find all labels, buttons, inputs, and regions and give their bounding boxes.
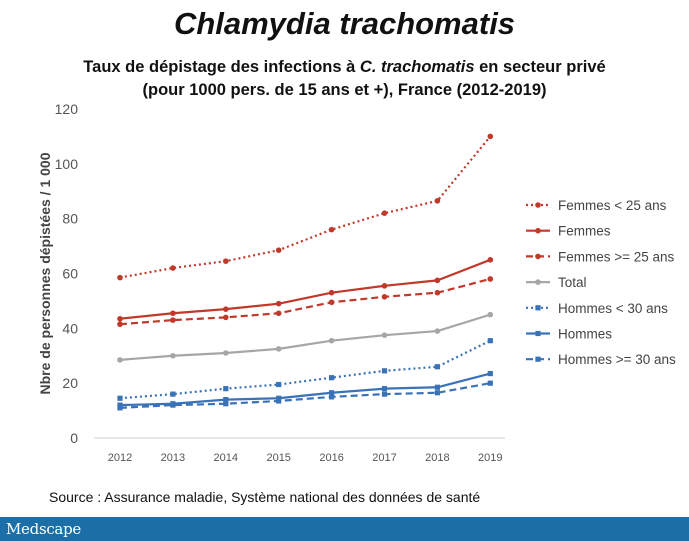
data-point <box>223 386 228 391</box>
legend-item <box>526 198 667 213</box>
data-point <box>117 275 123 281</box>
data-point <box>170 310 176 316</box>
data-point <box>117 357 123 363</box>
data-point <box>329 290 335 296</box>
subtitle-line-2: (pour 1000 pers. de 15 ans et +), France (2012-2019) <box>142 81 547 99</box>
data-point <box>488 257 494 263</box>
data-point <box>223 315 229 321</box>
data-point <box>435 364 440 369</box>
legend-item <box>526 275 587 290</box>
subtitle-text-2: en secteur privé <box>474 58 606 76</box>
legend-label: Total <box>558 275 587 291</box>
data-point <box>382 332 388 338</box>
x-tick-label: 2013 <box>160 452 186 464</box>
data-point <box>382 283 388 289</box>
series-line <box>120 341 490 399</box>
data-point <box>170 392 175 397</box>
data-point <box>329 299 335 305</box>
legend-marker <box>535 228 541 234</box>
x-tick-label: 2015 <box>266 452 291 464</box>
x-tick-label: 2019 <box>478 452 503 464</box>
data-point <box>488 312 494 318</box>
data-point <box>223 401 228 406</box>
data-point <box>382 392 387 397</box>
x-tick-label: 2012 <box>107 452 133 464</box>
page-title: Chlamydia trachomatis <box>173 6 516 41</box>
legend-marker <box>535 254 541 260</box>
data-point <box>329 375 334 380</box>
series-line <box>120 136 490 277</box>
data-point <box>329 227 335 233</box>
legend-item <box>526 249 675 264</box>
y-tick-label: 20 <box>62 375 78 392</box>
data-point <box>329 394 334 399</box>
data-point <box>276 398 281 403</box>
data-point <box>276 346 282 352</box>
legend-marker <box>535 202 541 208</box>
data-point <box>435 198 441 204</box>
data-point <box>488 381 493 386</box>
series-6 <box>117 371 493 408</box>
y-axis-label: Nbre de personnes dépistées / 1 000 <box>37 152 53 395</box>
data-point <box>329 338 335 344</box>
legend-label: Femmes < 25 ans <box>558 198 667 213</box>
y-tick-label: 100 <box>54 155 78 172</box>
data-point <box>117 405 122 410</box>
data-point <box>170 353 176 359</box>
series-line <box>120 374 490 406</box>
legend-label: Femmes >= 25 ans <box>558 249 675 265</box>
x-tick-label: 2016 <box>319 452 344 464</box>
legend-marker <box>535 331 540 336</box>
data-point <box>276 310 282 316</box>
data-point <box>170 317 176 323</box>
x-tick-label: 2014 <box>213 452 239 464</box>
legend-item <box>526 301 668 316</box>
data-point <box>170 265 176 271</box>
subtitle-species: C. trachomatis <box>359 58 475 76</box>
data-point <box>276 382 281 387</box>
legend-item <box>526 327 612 342</box>
data-point <box>435 390 440 395</box>
medscape-logo: Medscape <box>6 520 81 538</box>
legend-label: Hommes <box>558 326 613 342</box>
data-point <box>170 403 175 408</box>
data-point <box>117 316 123 322</box>
data-point <box>435 328 441 334</box>
data-point <box>276 301 282 307</box>
subtitle-text-1: Taux de dépistage des infections à <box>83 58 360 76</box>
data-point <box>117 396 122 401</box>
y-tick-label: 80 <box>62 210 78 227</box>
data-point <box>488 134 494 140</box>
source-note: Source : Assurance maladie, Système national des données de santé <box>49 489 481 505</box>
data-point <box>223 306 229 312</box>
y-tick-label: 120 <box>54 101 78 117</box>
x-tick-label: 2017 <box>372 452 397 464</box>
data-point <box>488 338 493 343</box>
data-point <box>223 350 229 356</box>
legend-label: Hommes >= 30 ans <box>558 352 676 368</box>
y-tick-label: 40 <box>62 320 78 337</box>
legend-label: Femmes <box>558 223 611 239</box>
data-point <box>382 386 387 391</box>
legend-marker <box>535 357 540 362</box>
data-point <box>382 210 388 216</box>
y-tick-label: 0 <box>70 430 78 446</box>
y-tick-label: 60 <box>62 265 78 282</box>
legend-item <box>526 352 676 367</box>
legend-item <box>526 224 611 239</box>
data-point <box>382 294 388 300</box>
data-point <box>382 368 387 373</box>
data-point <box>117 321 123 327</box>
data-point <box>488 276 494 282</box>
legend-marker <box>535 305 540 310</box>
series-line <box>120 279 490 324</box>
x-tick-label: 2018 <box>425 452 450 464</box>
data-point <box>488 371 493 376</box>
footer-bar <box>0 517 689 541</box>
series-1 <box>117 134 493 281</box>
legend-label: Hommes < 30 ans <box>558 300 668 316</box>
data-point <box>435 385 440 390</box>
data-point <box>435 290 441 296</box>
data-point <box>276 247 282 253</box>
series-line <box>120 315 490 360</box>
series-3 <box>117 276 493 327</box>
data-point <box>223 258 229 264</box>
data-point <box>435 278 441 284</box>
legend-marker <box>535 279 541 285</box>
